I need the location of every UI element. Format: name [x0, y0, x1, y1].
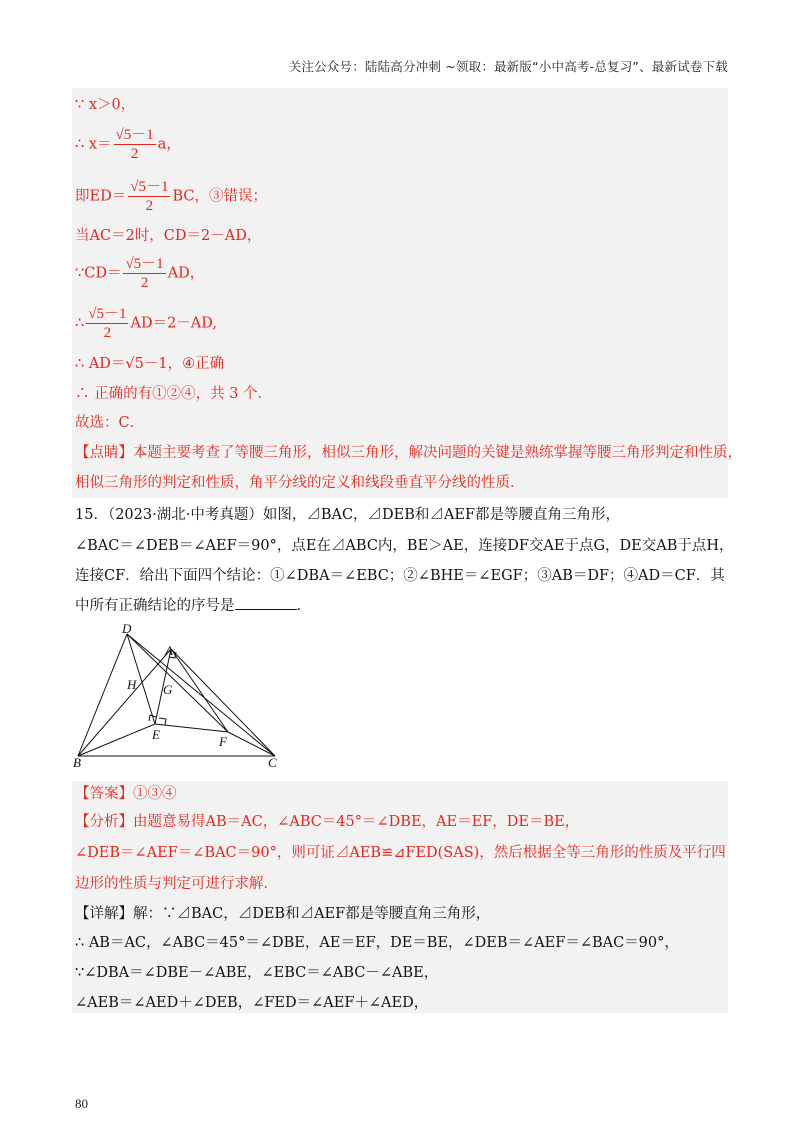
sol-line-2: ∴ x＝ $\frac{√5-1}{2}$ a，: [75, 127, 181, 162]
detail-line-2: ∴ AB＝AC，∠ABC＝45°＝∠DBE，AE＝EF，DE＝BE，∠DEB＝∠AEF＝∠BAC＝90°，: [75, 935, 679, 951]
right-angle-mark-E1: [149, 715, 156, 721]
label-B: B: [73, 755, 81, 770]
analysis-line-3: 边形的性质与判定可进行求解．: [75, 876, 278, 892]
sol-line-9: 故选：C．: [75, 415, 145, 431]
page-header: 关注公众号：陆陆高分冲刺 ~领取：最新版“小中高考-总复习”、最新试卷下载: [288, 59, 728, 74]
label-A: A: [165, 643, 173, 658]
segment-BE: [78, 724, 155, 756]
q15-line-4: 中所有正确结论的序号是 ．: [75, 598, 311, 614]
q15-line-3: 连接CF．给出下面四个结论：①∠DBA＝∠EBC；②∠BHE＝∠EGF；③AB＝DF；④AD＝CF．其: [75, 568, 725, 584]
detail-line-3: ∵∠DBA＝∠DBE－∠ABE，∠EBC＝∠ABC－∠ABE，: [75, 965, 439, 981]
sol-line-6: ∴ $\frac{√5-1}{2}$ AD＝2－AD,: [75, 306, 217, 341]
detail-line-4: ∠AEB＝∠AED＋∠DEB，∠FED＝∠AEF＋∠AED，: [75, 995, 429, 1011]
sol-line-5: ∵CD＝ $\frac{√5-1}{2}$ AD，: [75, 256, 205, 291]
segment-EF: [155, 724, 228, 732]
label-H: H: [127, 677, 137, 692]
sol-line-7: ∴ AD＝√5－1，④正确: [75, 356, 225, 372]
sol-line-3: 即ED＝ $\frac{√5-1}{2}$ BC，③错误；: [75, 179, 267, 214]
label-F: F: [219, 734, 227, 749]
tip-line-2: 相似三角形的判定和性质，角平分线的定义和线段垂直平分线的性质．: [75, 475, 525, 491]
sol-line-8: ∴ 正确的有①②④，共 3 个．: [75, 386, 273, 402]
segment-FC: [228, 732, 275, 756]
right-angle-mark-E2: [159, 718, 166, 725]
sol-line-1: ∵ x＞0，: [75, 97, 136, 113]
segment-AF: [171, 649, 228, 732]
label-G: G: [163, 682, 173, 697]
geometry-figure: [70, 622, 290, 772]
q15-line-2: ∠BAC＝∠DEB＝∠AEF＝90°，点E在⊿ABC内，BE＞AE，连接DF交AE于点G，DE交AB于点H，: [75, 538, 734, 554]
analysis-line-2: ∠DEB＝∠AEF＝∠BAC＝90°，则可证⊿AEB≌⊿FED(SAS)，然后根据全等三角形的性质及平行四: [75, 845, 726, 861]
answer-line: 【答案】①③④: [75, 786, 177, 802]
label-E: E: [152, 727, 160, 742]
analysis-line-1: 【分析】由题意易得AB＝AC，∠ABC＝45°＝∠DBE，AE＝EF，DE＝BE，: [75, 814, 580, 830]
detail-line-1: 【详解】解：∵⊿BAC，⊿DEB和⊿AEF都是等腰直角三角形，: [75, 906, 491, 922]
segment-DB: [78, 634, 127, 756]
page-number: 80: [75, 1096, 88, 1111]
answer-blank: [235, 609, 297, 610]
sol-line-4: 当AC＝2时，CD＝2－AD，: [75, 228, 262, 244]
label-D: D: [122, 622, 132, 636]
label-C: C: [268, 755, 277, 770]
segment-DC: [127, 634, 275, 756]
tip-line-1: 【点睛】本题主要考查了等腰三角形，相似三角形，解决问题的关键是熟练掌握等腰三角形判定和性质，: [75, 445, 742, 461]
q15-line-1: 15．（2023·湖北·中考真题）如图，⊿BAC，⊿DEB和⊿AEF都是等腰直角三角形，: [75, 507, 621, 523]
